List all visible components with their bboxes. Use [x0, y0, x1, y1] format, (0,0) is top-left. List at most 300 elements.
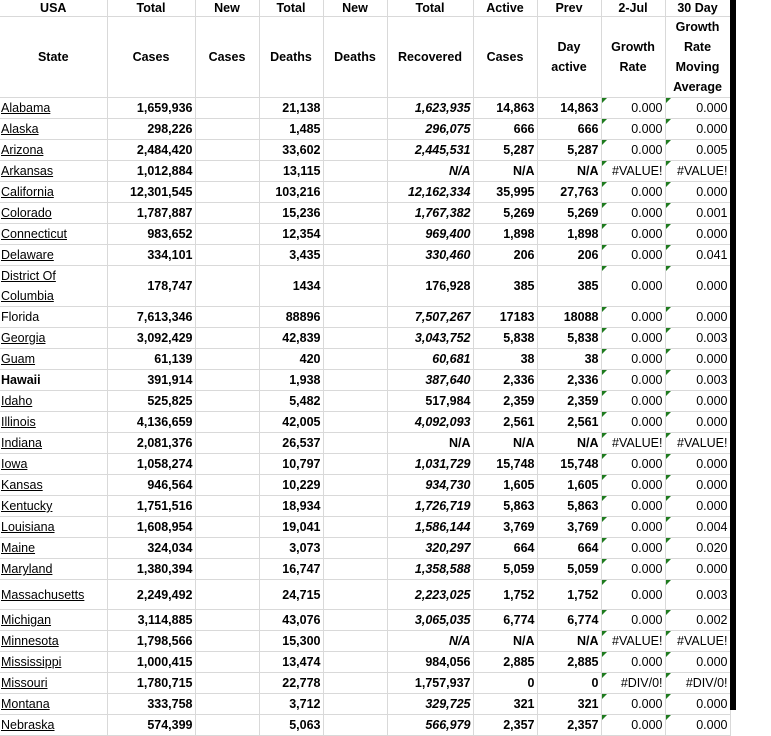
- state-link[interactable]: Michigan: [1, 613, 52, 627]
- cell-total-cases[interactable]: 1,798,566: [107, 631, 195, 652]
- cell-new-cases[interactable]: [195, 182, 259, 203]
- cell-total-cases[interactable]: 2,249,492: [107, 580, 195, 610]
- state-link-cell[interactable]: [0, 328, 107, 349]
- cell-new-deaths[interactable]: [323, 538, 387, 559]
- cell-new-deaths[interactable]: [323, 328, 387, 349]
- state-link-cell[interactable]: [0, 140, 107, 161]
- cell-new-deaths[interactable]: [323, 119, 387, 140]
- cell-active[interactable]: 14,863: [473, 98, 537, 119]
- cell-total-deaths[interactable]: 13,474: [259, 652, 323, 673]
- cell-recovered[interactable]: 3,065,035: [387, 610, 473, 631]
- cell-avg[interactable]: 0.000: [665, 182, 730, 203]
- cell-total-deaths[interactable]: 22,778: [259, 673, 323, 694]
- cell-new-deaths[interactable]: [323, 182, 387, 203]
- cell-active[interactable]: 5,863: [473, 496, 537, 517]
- cell-avg[interactable]: 0.000: [665, 412, 730, 433]
- cell-recovered[interactable]: 387,640: [387, 370, 473, 391]
- state-link-cell[interactable]: [0, 266, 107, 307]
- cell-avg[interactable]: 0.020: [665, 538, 730, 559]
- cell-prev-active[interactable]: 18088: [537, 307, 601, 328]
- cell-new-deaths[interactable]: [323, 673, 387, 694]
- cell-new-cases[interactable]: [195, 245, 259, 266]
- cell-new-deaths[interactable]: [323, 433, 387, 454]
- cell-new-deaths[interactable]: [323, 496, 387, 517]
- cell-prev-active[interactable]: 1,752: [537, 580, 601, 610]
- cell-prev-active[interactable]: 14,863: [537, 98, 601, 119]
- cell-prev-active[interactable]: 5,838: [537, 328, 601, 349]
- cell-growth[interactable]: 0.000: [601, 715, 665, 736]
- header-cell[interactable]: Active: [473, 0, 537, 17]
- cell-new-cases[interactable]: [195, 673, 259, 694]
- cell-new-deaths[interactable]: [323, 610, 387, 631]
- cell-prev-active[interactable]: 2,561: [537, 412, 601, 433]
- cell-growth[interactable]: 0.000: [601, 559, 665, 580]
- header-cell[interactable]: New: [323, 0, 387, 17]
- state-link-cell[interactable]: [0, 580, 107, 610]
- cell-active[interactable]: 1,898: [473, 224, 537, 245]
- state-link[interactable]: District Of Columbia: [1, 269, 56, 303]
- cell-total-cases[interactable]: 1,380,394: [107, 559, 195, 580]
- state-link[interactable]: Idaho: [1, 394, 33, 408]
- state-link-cell[interactable]: [0, 98, 107, 119]
- cell-prev-active[interactable]: 0: [537, 673, 601, 694]
- cell-new-deaths[interactable]: [323, 475, 387, 496]
- cell-recovered[interactable]: 329,725: [387, 694, 473, 715]
- cell-avg[interactable]: 0.003: [665, 370, 730, 391]
- cell-recovered[interactable]: 969,400: [387, 224, 473, 245]
- cell-active[interactable]: N/A: [473, 433, 537, 454]
- state-link-cell[interactable]: [0, 119, 107, 140]
- cell-total-deaths[interactable]: 15,300: [259, 631, 323, 652]
- cell-new-deaths[interactable]: [323, 245, 387, 266]
- cell-active[interactable]: 664: [473, 538, 537, 559]
- cell-growth[interactable]: #VALUE!: [601, 433, 665, 454]
- cell-recovered[interactable]: 1,767,382: [387, 203, 473, 224]
- state-link[interactable]: Mississippi: [1, 655, 62, 669]
- cell-prev-active[interactable]: 2,359: [537, 391, 601, 412]
- cell-growth[interactable]: 0.000: [601, 694, 665, 715]
- cell-total-deaths[interactable]: 16,747: [259, 559, 323, 580]
- cell-active[interactable]: 0: [473, 673, 537, 694]
- header-cell-total-deaths[interactable]: Deaths: [259, 17, 323, 98]
- cell-prev-active[interactable]: 5,269: [537, 203, 601, 224]
- cell-avg[interactable]: 0.000: [665, 391, 730, 412]
- cell-total-cases[interactable]: 7,613,346: [107, 307, 195, 328]
- cell-growth[interactable]: #VALUE!: [601, 631, 665, 652]
- cell-total-deaths[interactable]: 15,236: [259, 203, 323, 224]
- state-link[interactable]: Alaska: [1, 122, 39, 136]
- cell-growth[interactable]: 0.000: [601, 98, 665, 119]
- cell-new-deaths[interactable]: [323, 370, 387, 391]
- cell-avg[interactable]: 0.000: [665, 496, 730, 517]
- cell-growth[interactable]: 0.000: [601, 412, 665, 433]
- cell-total-cases[interactable]: 391,914: [107, 370, 195, 391]
- cell-active[interactable]: 15,748: [473, 454, 537, 475]
- cell-total-cases[interactable]: 1,000,415: [107, 652, 195, 673]
- cell-total-deaths[interactable]: 3,435: [259, 245, 323, 266]
- cell-growth[interactable]: 0.000: [601, 610, 665, 631]
- state-link[interactable]: Maryland: [1, 562, 53, 576]
- cell-total-deaths[interactable]: 18,934: [259, 496, 323, 517]
- cell-new-cases[interactable]: [195, 559, 259, 580]
- cell-recovered[interactable]: 60,681: [387, 349, 473, 370]
- state-link[interactable]: Nebraska: [1, 718, 55, 732]
- state-link-cell[interactable]: [0, 203, 107, 224]
- cell-active[interactable]: 1,605: [473, 475, 537, 496]
- cell-growth[interactable]: 0.000: [601, 203, 665, 224]
- state-link-cell[interactable]: [0, 652, 107, 673]
- cell-total-deaths[interactable]: 24,715: [259, 580, 323, 610]
- cell-recovered[interactable]: 1,757,937: [387, 673, 473, 694]
- cell-active[interactable]: 2,336: [473, 370, 537, 391]
- cell-avg[interactable]: 0.004: [665, 517, 730, 538]
- cell-avg[interactable]: 0.000: [665, 224, 730, 245]
- cell-prev-active[interactable]: 2,885: [537, 652, 601, 673]
- cell-avg[interactable]: 0.000: [665, 652, 730, 673]
- cell-growth[interactable]: 0.000: [601, 652, 665, 673]
- cell-total-deaths[interactable]: 1,938: [259, 370, 323, 391]
- state-link-cell[interactable]: [0, 224, 107, 245]
- cell-new-cases[interactable]: [195, 140, 259, 161]
- cell-active[interactable]: N/A: [473, 161, 537, 182]
- cell-total-deaths[interactable]: 1434: [259, 266, 323, 307]
- cell-new-cases[interactable]: [195, 496, 259, 517]
- cell-prev-active[interactable]: 206: [537, 245, 601, 266]
- cell-growth[interactable]: 0.000: [601, 496, 665, 517]
- cell-total-deaths[interactable]: 21,138: [259, 98, 323, 119]
- cell-prev-active[interactable]: 1,605: [537, 475, 601, 496]
- header-cell[interactable]: Total: [259, 0, 323, 17]
- state-link-cell[interactable]: [0, 454, 107, 475]
- cell-new-cases[interactable]: [195, 652, 259, 673]
- cell-total-deaths[interactable]: 26,537: [259, 433, 323, 454]
- cell-new-deaths[interactable]: [323, 715, 387, 736]
- cell-recovered[interactable]: 2,223,025: [387, 580, 473, 610]
- cell-prev-active[interactable]: 321: [537, 694, 601, 715]
- cell-recovered[interactable]: N/A: [387, 631, 473, 652]
- cell-new-cases[interactable]: [195, 715, 259, 736]
- cell-active[interactable]: 2,357: [473, 715, 537, 736]
- state-link-cell[interactable]: [0, 610, 107, 631]
- header-cell[interactable]: Total: [107, 0, 195, 17]
- header-cell[interactable]: Prev: [537, 0, 601, 17]
- state-link[interactable]: Indiana: [1, 436, 43, 450]
- cell-total-cases[interactable]: 324,034: [107, 538, 195, 559]
- cell-avg[interactable]: 0.000: [665, 349, 730, 370]
- cell-total-deaths[interactable]: 10,229: [259, 475, 323, 496]
- cell-active[interactable]: 321: [473, 694, 537, 715]
- cell-total-cases[interactable]: 574,399: [107, 715, 195, 736]
- cell-prev-active[interactable]: N/A: [537, 631, 601, 652]
- cell-total-cases[interactable]: 983,652: [107, 224, 195, 245]
- cell-active[interactable]: 5,059: [473, 559, 537, 580]
- state-link[interactable]: Montana: [1, 697, 50, 711]
- cell-avg[interactable]: 0.003: [665, 580, 730, 610]
- cell-prev-active[interactable]: N/A: [537, 433, 601, 454]
- cell-new-deaths[interactable]: [323, 580, 387, 610]
- cell-new-cases[interactable]: [195, 349, 259, 370]
- cell-new-cases[interactable]: [195, 203, 259, 224]
- cell-total-deaths[interactable]: 42,839: [259, 328, 323, 349]
- cell-active[interactable]: 385: [473, 266, 537, 307]
- cell-recovered[interactable]: 517,984: [387, 391, 473, 412]
- cell-total-cases[interactable]: 3,092,429: [107, 328, 195, 349]
- cell-new-deaths[interactable]: [323, 349, 387, 370]
- cell-avg[interactable]: 0.000: [665, 266, 730, 307]
- state-link-cell[interactable]: [0, 538, 107, 559]
- cell-active[interactable]: 1,752: [473, 580, 537, 610]
- state-link-cell[interactable]: [0, 349, 107, 370]
- cell-new-deaths[interactable]: [323, 161, 387, 182]
- cell-total-deaths[interactable]: 420: [259, 349, 323, 370]
- cell-active[interactable]: 5,287: [473, 140, 537, 161]
- state-link[interactable]: Illinois: [1, 415, 36, 429]
- cell-total-deaths[interactable]: 1,485: [259, 119, 323, 140]
- cell-growth[interactable]: 0.000: [601, 140, 665, 161]
- state-link[interactable]: Guam: [1, 352, 36, 366]
- cell-avg[interactable]: 0.000: [665, 119, 730, 140]
- cell-total-cases[interactable]: 1,012,884: [107, 161, 195, 182]
- cell-avg[interactable]: 0.000: [665, 307, 730, 328]
- cell-new-cases[interactable]: [195, 412, 259, 433]
- cell-new-deaths[interactable]: [323, 631, 387, 652]
- cell-new-deaths[interactable]: [323, 454, 387, 475]
- cell-growth[interactable]: #DIV/0!: [601, 673, 665, 694]
- header-cell-growth-rate[interactable]: Growth Rate: [601, 17, 665, 98]
- cell-growth[interactable]: 0.000: [601, 475, 665, 496]
- cell-prev-active[interactable]: 5,059: [537, 559, 601, 580]
- cell-prev-active[interactable]: 1,898: [537, 224, 601, 245]
- cell-total-cases[interactable]: 946,564: [107, 475, 195, 496]
- cell-new-cases[interactable]: [195, 580, 259, 610]
- cell-prev-active[interactable]: 15,748: [537, 454, 601, 475]
- state-link[interactable]: Kentucky: [1, 499, 53, 513]
- cell-total-deaths[interactable]: 12,354: [259, 224, 323, 245]
- cell-total-cases[interactable]: 3,114,885: [107, 610, 195, 631]
- header-cell-active-cases[interactable]: Cases: [473, 17, 537, 98]
- cell-active[interactable]: 666: [473, 119, 537, 140]
- cell-avg[interactable]: #VALUE!: [665, 631, 730, 652]
- cell-new-cases[interactable]: [195, 119, 259, 140]
- state-link[interactable]: California: [1, 185, 54, 199]
- cell-recovered[interactable]: 4,092,093: [387, 412, 473, 433]
- state-link[interactable]: Delaware: [1, 248, 54, 262]
- cell-total-cases[interactable]: 1,787,887: [107, 203, 195, 224]
- cell-total-cases[interactable]: 334,101: [107, 245, 195, 266]
- cell-avg[interactable]: 0.000: [665, 694, 730, 715]
- cell-growth[interactable]: 0.000: [601, 517, 665, 538]
- cell-total-cases[interactable]: 333,758: [107, 694, 195, 715]
- cell-recovered[interactable]: 2,445,531: [387, 140, 473, 161]
- cell-recovered[interactable]: 3,043,752: [387, 328, 473, 349]
- cell-avg[interactable]: 0.000: [665, 454, 730, 475]
- cell-active[interactable]: 38: [473, 349, 537, 370]
- cell-new-cases[interactable]: [195, 517, 259, 538]
- state-link-cell[interactable]: [0, 433, 107, 454]
- state-link-cell[interactable]: [0, 715, 107, 736]
- state-link[interactable]: Hawaii: [1, 373, 41, 387]
- cell-total-cases[interactable]: 12,301,545: [107, 182, 195, 203]
- cell-new-deaths[interactable]: [323, 140, 387, 161]
- cell-recovered[interactable]: 176,928: [387, 266, 473, 307]
- cell-avg[interactable]: 0.005: [665, 140, 730, 161]
- cell-new-cases[interactable]: [195, 631, 259, 652]
- cell-growth[interactable]: #VALUE!: [601, 161, 665, 182]
- cell-avg[interactable]: #VALUE!: [665, 433, 730, 454]
- cell-total-cases[interactable]: 2,484,420: [107, 140, 195, 161]
- cell-total-deaths[interactable]: 42,005: [259, 412, 323, 433]
- state-link[interactable]: Colorado: [1, 206, 52, 220]
- cell-recovered[interactable]: 330,460: [387, 245, 473, 266]
- cell-prev-active[interactable]: 666: [537, 119, 601, 140]
- header-cell-new-deaths[interactable]: Deaths: [323, 17, 387, 98]
- state-link[interactable]: Minnesota: [1, 634, 59, 648]
- cell-recovered[interactable]: 1,726,719: [387, 496, 473, 517]
- cell-recovered[interactable]: 12,162,334: [387, 182, 473, 203]
- cell-active[interactable]: 206: [473, 245, 537, 266]
- cell-growth[interactable]: 0.000: [601, 370, 665, 391]
- state-link[interactable]: Florida: [1, 310, 40, 324]
- cell-growth[interactable]: 0.000: [601, 454, 665, 475]
- state-link-cell[interactable]: [0, 475, 107, 496]
- cell-new-deaths[interactable]: [323, 652, 387, 673]
- state-link-cell[interactable]: [0, 307, 107, 328]
- state-link-cell[interactable]: [0, 182, 107, 203]
- cell-new-deaths[interactable]: [323, 694, 387, 715]
- cell-new-deaths[interactable]: [323, 307, 387, 328]
- cell-active[interactable]: 6,774: [473, 610, 537, 631]
- cell-avg[interactable]: #VALUE!: [665, 161, 730, 182]
- cell-total-deaths[interactable]: 3,073: [259, 538, 323, 559]
- cell-total-cases[interactable]: 1,751,516: [107, 496, 195, 517]
- cell-new-cases[interactable]: [195, 98, 259, 119]
- cell-prev-active[interactable]: 5,287: [537, 140, 601, 161]
- cell-prev-active[interactable]: 27,763: [537, 182, 601, 203]
- cell-growth[interactable]: 0.000: [601, 328, 665, 349]
- cell-new-cases[interactable]: [195, 538, 259, 559]
- cell-total-cases[interactable]: 178,747: [107, 266, 195, 307]
- cell-total-deaths[interactable]: 33,602: [259, 140, 323, 161]
- state-link-cell[interactable]: [0, 694, 107, 715]
- cell-active[interactable]: 2,561: [473, 412, 537, 433]
- cell-avg[interactable]: 0.003: [665, 328, 730, 349]
- header-cell[interactable]: New: [195, 0, 259, 17]
- cell-total-cases[interactable]: 1,608,954: [107, 517, 195, 538]
- cell-recovered[interactable]: N/A: [387, 433, 473, 454]
- cell-growth[interactable]: 0.000: [601, 538, 665, 559]
- cell-new-cases[interactable]: [195, 694, 259, 715]
- cell-total-deaths[interactable]: 43,076: [259, 610, 323, 631]
- state-link-cell[interactable]: [0, 631, 107, 652]
- state-link-cell[interactable]: [0, 245, 107, 266]
- cell-growth[interactable]: 0.000: [601, 580, 665, 610]
- header-cell-recovered[interactable]: Recovered: [387, 17, 473, 98]
- cell-new-cases[interactable]: [195, 161, 259, 182]
- state-link[interactable]: Louisiana: [1, 520, 55, 534]
- cell-growth[interactable]: 0.000: [601, 224, 665, 245]
- cell-active[interactable]: 5,269: [473, 203, 537, 224]
- cell-recovered[interactable]: 1,031,729: [387, 454, 473, 475]
- cell-total-deaths[interactable]: 13,115: [259, 161, 323, 182]
- cell-prev-active[interactable]: 38: [537, 349, 601, 370]
- cell-avg[interactable]: 0.000: [665, 98, 730, 119]
- cell-recovered[interactable]: 566,979: [387, 715, 473, 736]
- cell-prev-active[interactable]: 2,357: [537, 715, 601, 736]
- state-link-cell[interactable]: [0, 673, 107, 694]
- header-cell-prev-day-active[interactable]: Day active: [537, 17, 601, 98]
- cell-new-deaths[interactable]: [323, 203, 387, 224]
- cell-new-cases[interactable]: [195, 266, 259, 307]
- cell-recovered[interactable]: 320,297: [387, 538, 473, 559]
- cell-recovered[interactable]: 934,730: [387, 475, 473, 496]
- state-link-cell[interactable]: [0, 412, 107, 433]
- cell-total-cases[interactable]: 298,226: [107, 119, 195, 140]
- cell-avg[interactable]: 0.000: [665, 475, 730, 496]
- header-cell[interactable]: 2-Jul: [601, 0, 665, 17]
- cell-growth[interactable]: 0.000: [601, 391, 665, 412]
- cell-avg[interactable]: #DIV/0!: [665, 673, 730, 694]
- state-link-cell[interactable]: [0, 517, 107, 538]
- cell-new-cases[interactable]: [195, 475, 259, 496]
- header-cell-state[interactable]: State: [0, 17, 107, 98]
- cell-prev-active[interactable]: 664: [537, 538, 601, 559]
- cell-active[interactable]: 35,995: [473, 182, 537, 203]
- cell-avg[interactable]: 0.000: [665, 559, 730, 580]
- state-link[interactable]: Arkansas: [1, 164, 54, 178]
- state-link[interactable]: Arizona: [1, 143, 44, 157]
- cell-growth[interactable]: 0.000: [601, 182, 665, 203]
- cell-growth[interactable]: 0.000: [601, 245, 665, 266]
- cell-total-cases[interactable]: 1,659,936: [107, 98, 195, 119]
- cell-total-deaths[interactable]: 10,797: [259, 454, 323, 475]
- cell-avg[interactable]: 0.002: [665, 610, 730, 631]
- cell-new-deaths[interactable]: [323, 224, 387, 245]
- cell-new-cases[interactable]: [195, 224, 259, 245]
- cell-avg[interactable]: 0.041: [665, 245, 730, 266]
- cell-prev-active[interactable]: 6,774: [537, 610, 601, 631]
- cell-recovered[interactable]: 984,056: [387, 652, 473, 673]
- cell-prev-active[interactable]: 5,863: [537, 496, 601, 517]
- header-cell[interactable]: USA: [0, 0, 107, 17]
- header-cell-total-cases[interactable]: Cases: [107, 17, 195, 98]
- cell-growth[interactable]: 0.000: [601, 119, 665, 140]
- cell-total-cases[interactable]: 61,139: [107, 349, 195, 370]
- state-link[interactable]: Georgia: [1, 331, 46, 345]
- state-link[interactable]: Connecticut: [1, 227, 68, 241]
- cell-prev-active[interactable]: N/A: [537, 161, 601, 182]
- header-cell-new-cases[interactable]: Cases: [195, 17, 259, 98]
- cell-prev-active[interactable]: 385: [537, 266, 601, 307]
- cell-total-deaths[interactable]: 103,216: [259, 182, 323, 203]
- cell-recovered[interactable]: 296,075: [387, 119, 473, 140]
- cell-new-deaths[interactable]: [323, 391, 387, 412]
- cell-recovered[interactable]: 1,586,144: [387, 517, 473, 538]
- state-link[interactable]: Kansas: [1, 478, 43, 492]
- cell-new-deaths[interactable]: [323, 266, 387, 307]
- state-link-cell[interactable]: [0, 161, 107, 182]
- cell-recovered[interactable]: N/A: [387, 161, 473, 182]
- header-cell-moving-average[interactable]: Growth Rate Moving Average: [665, 17, 730, 98]
- cell-total-cases[interactable]: 4,136,659: [107, 412, 195, 433]
- cell-new-deaths[interactable]: [323, 517, 387, 538]
- state-link-cell[interactable]: [0, 370, 107, 391]
- header-cell[interactable]: 30 Day: [665, 0, 730, 17]
- state-link-cell[interactable]: [0, 391, 107, 412]
- cell-growth[interactable]: 0.000: [601, 349, 665, 370]
- cell-total-deaths[interactable]: 19,041: [259, 517, 323, 538]
- state-link[interactable]: Massachusetts: [1, 587, 85, 602]
- cell-active[interactable]: N/A: [473, 631, 537, 652]
